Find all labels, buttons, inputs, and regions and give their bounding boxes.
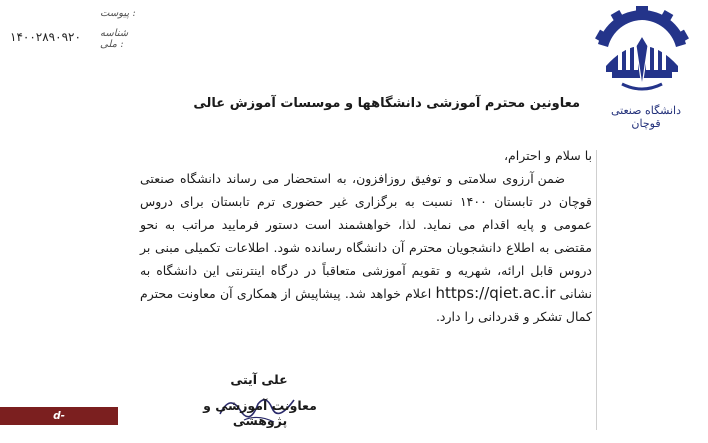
signatory-position: معاونت آموزشی و پژوهشی — [203, 398, 317, 428]
paragraph-text: ضمن آرزوی سلامتی و توفیق روزافزون، به استحضار می رساند دانشگاه صنعتی قوچان در تابستان ۱۴۰۰ نسبت به برگزاری غیر حضوری ترم تابستان برای دروس عمومی و پایه اقدام می نماید. لذا، خواهشمند است دستور فرمایید مراتب به نحو مقتضی به اطلاع دانشجویان محترم آن دانشگاه رسانده شود. اطلاعات تکمیلی مبنی بر دروس قابل ارائه، شهریه و تقویم آموزشی متعاقباً در درگاه اینترنتی این دانشگاه به نشانی — [140, 171, 592, 301]
letter-body — [140, 144, 592, 328]
website-link[interactable]: https://qiet.ac.ir — [435, 284, 556, 302]
greeting: با سلام و احترام، — [503, 148, 592, 163]
university-gear-logo-icon — [592, 6, 692, 98]
letter-meta — [8, 6, 138, 50]
reference-label: شناسه ملی : — [100, 28, 129, 50]
site-watermark: d-hamedan.tvu.ac.ir — [0, 407, 118, 425]
paragraph-end: اعلام خواهد شد. — [344, 286, 432, 301]
paragraph-main — [140, 167, 592, 328]
margin-divider — [596, 150, 597, 430]
signatory-name: علی آیتی — [230, 372, 288, 387]
reference-number: ۱۴۰۰۲۸۹۰۹۲۰ — [10, 30, 81, 44]
closing-text: پیشاپیش از همکاری آن معاونت محترم کمال تشکر و قدردانی را دارد. — [140, 286, 592, 324]
university-name: دانشگاه صنعتی قوچان — [611, 104, 681, 130]
attachment-label: پیوست : — [100, 8, 136, 19]
letter-title: معاونین محترم آموزشی دانشگاهها و موسسات آموزش عالی — [193, 96, 580, 111]
